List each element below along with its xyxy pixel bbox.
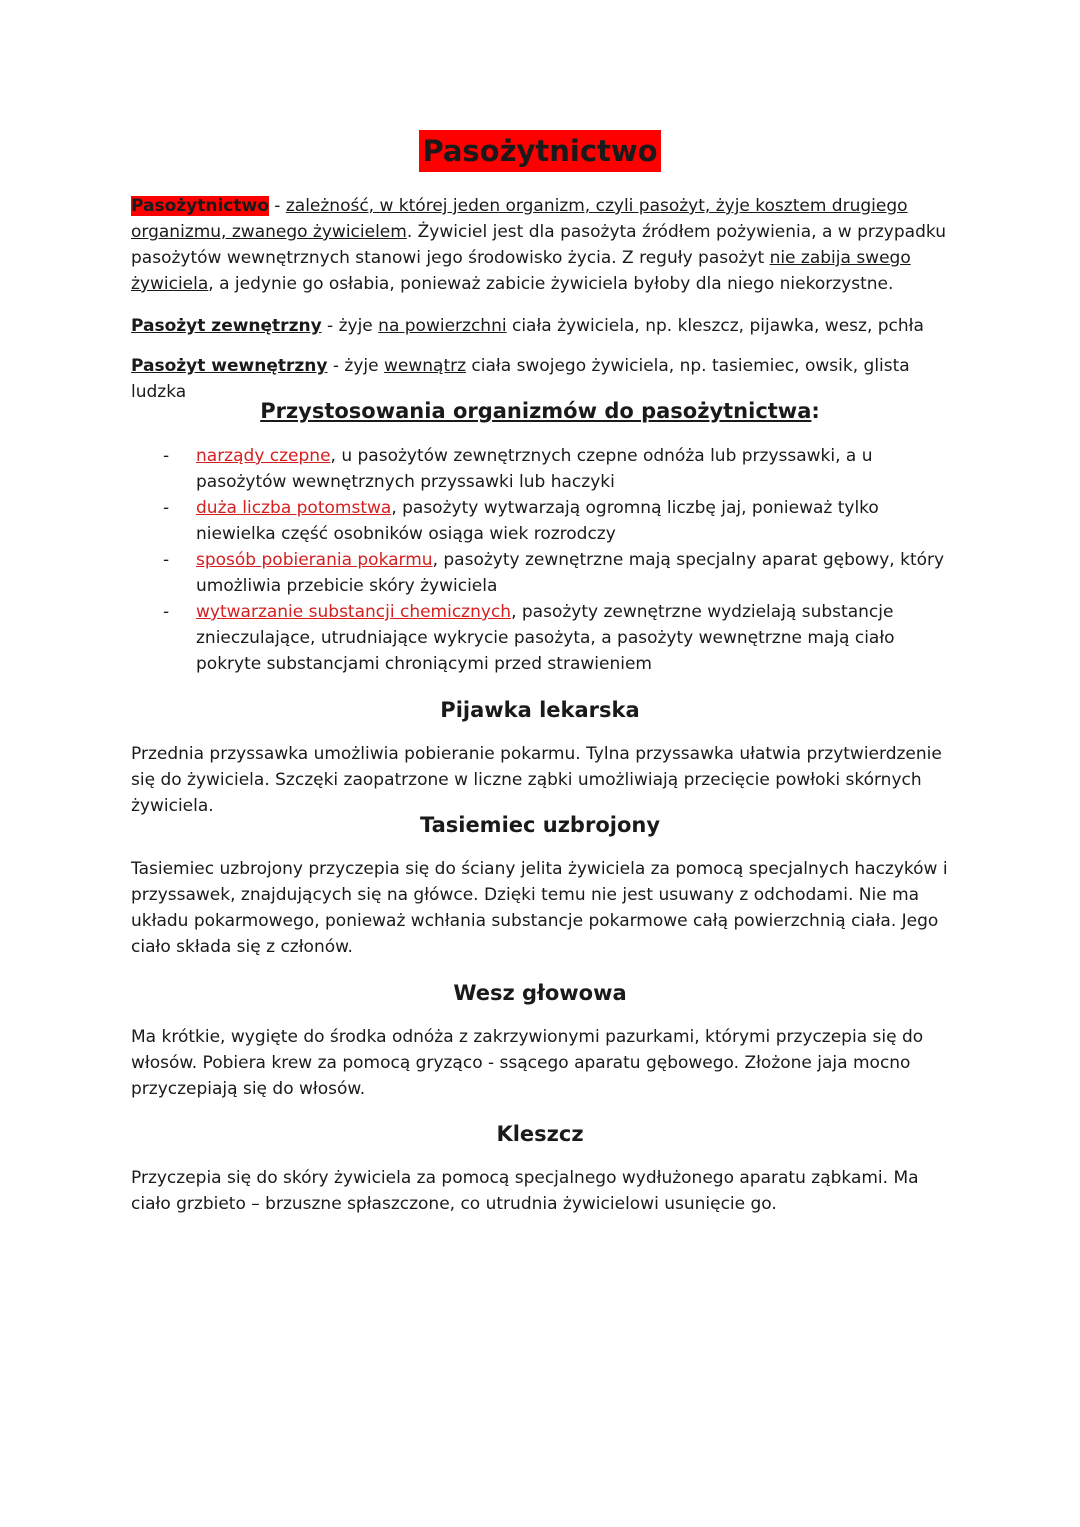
- list-item: [131, 547, 951, 599]
- list-item-text: , pasożyty zewnętrzne mają specjalny aparat gębowy, który umożliwia przebicie skóry żywiciela: [196, 550, 945, 596]
- internal-parasite-term: Pasożyt wewnętrzny: [131, 356, 328, 376]
- list-item: [131, 495, 951, 547]
- list-item: [131, 443, 951, 495]
- list-item-text: , pasożyty zewnętrzne wydzielają substancje znieczulające, utrudniające wykrycie pasożyta, a pasożyty wewnętrzne mają ciało pokryte substancjami chroniącymi przed strawieniem: [196, 602, 895, 674]
- definition-separator: -: [268, 196, 286, 216]
- list-item-label: wytwarzanie substancji chemicznych: [196, 602, 512, 622]
- definition-term: Pasożytnictwo: [131, 196, 269, 216]
- definition-underlined-2: nie zabija swego żywiciela: [131, 248, 911, 294]
- adaptations-list: [131, 443, 951, 677]
- list-item-text: , u pasożytów zewnętrznych czepne odnóża lub przyssawki, a u pasożytów wewnętrznych przyssawki lub haczyki: [196, 446, 873, 492]
- louse-paragraph: [131, 1024, 951, 1102]
- tick-text: Przyczepia się do skóry żywiciela za pomocą specjalnego wydłużonego aparatu ząbkami. Ma ciało grzbieto – brzuszne spłaszczone, co utrudnia żywicielowi usunięcie go.: [131, 1168, 919, 1214]
- leech-text: Przednia przyssawka umożliwia pobieranie pokarmu. Tylna przyssawka ułatwia przytwierdzenie się do żywiciela. Szczęki zaopatrzone w liczne ząbki umożliwiają przecięcie powłoki skórnych żywiciela.: [131, 744, 942, 816]
- list-dash: -: [163, 446, 170, 466]
- list-dash: -: [163, 550, 170, 570]
- tick-heading: Kleszcz: [496, 1122, 584, 1146]
- list-item-label: sposób pobierania pokarmu: [196, 550, 433, 570]
- tapeworm-heading: Tasiemiec uzbrojony: [419, 813, 661, 837]
- internal-parasite-underlined: wewnątrz: [383, 356, 467, 376]
- louse-text: Ma krótkie, wygięte do środka odnóża z zakrzywionymi pazurkami, którymi przyczepia się do włosów. Pobiera krew za pomocą gryząco - ssącego aparatu gębowego. Złożone jaja mocno przyczepiają się do włosów.: [131, 1027, 924, 1099]
- title-container: [0, 130, 1080, 172]
- external-parasite-term: Pasożyt zewnętrzny: [131, 316, 322, 336]
- definition-text-2: , a jedynie go osłabia, ponieważ zabicie żywiciela byłoby dla niego niekorzystne.: [208, 274, 894, 294]
- list-item: [131, 599, 951, 677]
- tapeworm-text: Tasiemiec uzbrojony przyczepia się do ściany jelita żywiciela za pomocą specjalnych haczyków i przyssawek, znajdujących się na główce. Dzięki temu nie jest usuwany z odchodami. Nie ma układu pokarmowego, ponieważ wchłania substancje pokarmowe całą powierzchnią ciała. Jego ciało składa się z członów.: [131, 859, 948, 957]
- list-item-text: , pasożyty wytwarzają ogromną liczbę jaj, ponieważ tylko niewielka część osobników osiąga wiek rozrodczy: [196, 498, 879, 544]
- external-parasite-post: ciała żywiciela, np. kleszcz, pijawka, wesz, pchła: [506, 316, 924, 336]
- internal-parasite-post: ciała swojego żywiciela, np. tasiemiec, owsik, glista ludzka: [131, 356, 910, 402]
- internal-parasite-pre: - żyje: [327, 356, 384, 376]
- tick-paragraph: [131, 1165, 951, 1217]
- list-item-label: narządy czepne: [196, 446, 331, 466]
- adaptations-heading: [0, 396, 1080, 426]
- external-parasite-paragraph: [131, 313, 951, 339]
- definition-text-1: . Żywiciel jest dla pasożyta źródłem pożywienia, a w przypadku pasożytów wewnętrznych stanowi jego środowisko życia. Z reguły pasożyt: [131, 222, 946, 268]
- leech-heading: Pijawka lekarska: [440, 698, 640, 722]
- leech-paragraph: [131, 741, 951, 819]
- adaptations-heading-colon: :: [811, 399, 820, 423]
- adaptations-list-container: [131, 443, 951, 677]
- definition-paragraph: [131, 193, 951, 297]
- external-parasite-pre: - żyje: [321, 316, 379, 336]
- page-title: Pasożytnictwo: [419, 130, 660, 172]
- definition-underlined-1: zależność, w której jeden organizm, czyli pasożyt, żyje kosztem drugiego organizmu, zwanego żywicielem: [131, 196, 908, 242]
- louse-heading: Wesz głowowa: [453, 981, 627, 1005]
- list-item-label: duża liczba potomstwa: [196, 498, 392, 518]
- list-dash: -: [163, 602, 170, 622]
- adaptations-heading-text: Przystosowania organizmów do pasożytnictwa: [260, 399, 812, 423]
- external-parasite-underlined: na powierzchni: [378, 316, 507, 336]
- tapeworm-paragraph: [131, 856, 951, 960]
- list-dash: -: [163, 498, 170, 518]
